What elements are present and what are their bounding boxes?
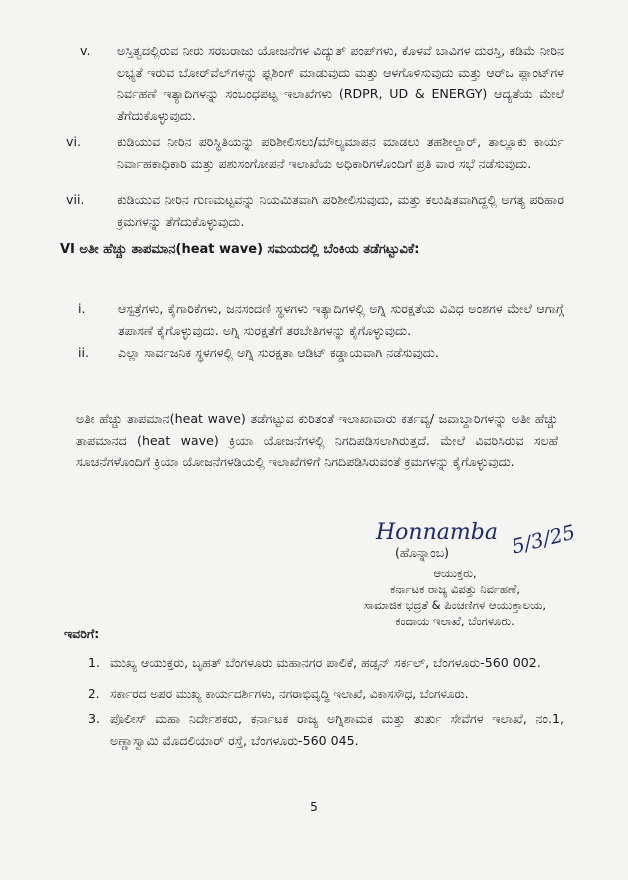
- section-heading: VI ಅತೀ ಹೆಚ್ಚು ತಾಪಮಾನ(heat wave) ಸಮಯದಲ್ಲಿ ಬೆಂಕಿಯ ತಡೆಗಟ್ಟುವಿಕೆ:: [60, 242, 420, 257]
- list-marker: vii.: [66, 192, 85, 207]
- list-item: [88, 708, 564, 774]
- signatory-line: ಸಾಮಾಜಿಕ ಭದ್ರತೆ & ಪಿಂಚಣಿಗಳ ಆಯುಕ್ತಾಲಯ,: [363, 598, 547, 612]
- list-item-text: ಮುಖ್ಯ ಆಯುಕ್ತರು, ಬೃಹತ್ ಬೆಂಗಳೂರು ಮಹಾನಗರ ಪಾಲಿಕೆ, ಹಡ್ಸನ್ ಸರ್ಕಲ್, ಬೆಂಗಳೂರು-560 002.: [110, 655, 541, 670]
- signatory-block: [340, 565, 570, 629]
- list-marker: 1.: [88, 655, 101, 670]
- list-item: [66, 131, 564, 195]
- signatory-name: (ಹೊನ್ನಾಂಬ): [395, 545, 449, 560]
- list-marker: ii.: [78, 345, 90, 360]
- list-item: [78, 342, 564, 386]
- signatory-designation: ಆಯುಕ್ತರು,: [433, 566, 477, 580]
- list-item-text: ಕುಡಿಯುವ ನೀರಿನ ಪರಿಸ್ಥಿತಿಯನ್ನು ಪರಿಶೀಲಿಸಲು/ಮೌಲ್ಯಮಾಪನ ಮಾಡಲು ತಹಶೀಲ್ದಾರ್, ತಾಲ್ಲೂಕು ಕಾರ್ಯ ನಿರ್ವಾಹಕಾಧಿಕಾರಿ ಮತ್ತು ಪಶುಸಂಗೋಪನೆ ಇಲಾಖೆಯ ಅಧಿಕಾರಿಗಳೊಂದಿಗೆ ಪ್ರತಿ ವಾರ ಸಭೆ ನಡೆಸುವುದು.: [117, 134, 564, 171]
- list-item: [66, 189, 564, 233]
- list-item-text: ಅಸ್ತಿತ್ವದಲ್ಲಿರುವ ನೀರು ಸರಬರಾಜು ಯೋಜನೆಗಳ ವಿದ್ಯುತ್ ಪಂಪ್‌ಗಳು, ಕೊಳವೆ ಬಾವಿಗಳ ದುರಸ್ತಿ, ಕಡಿಮೆ ನೀರಿನ ಲಭ್ಯತೆ ಇರುವ ಬೋರ್‌ವೆಲ್‌ಗಳನ್ನು ಫ್ಲಶಿಂಗ್ ಮಾಡುವುದು ಮತ್ತು ಆಳಗೊಳಿಸುವುದು ಮತ್ತು ಆರ್‌ಒ ಪ್ಲಾಂಟ್‌ಗಳ ನಿರ್ವಹಣೆ ಇತ್ಯಾದಿಗಳನ್ನು ಸಂಬಂಧಪಟ್ಟ ಇಲಾಖೆಗಳು (RDPR, UD & ENERGY) ಆದ್ಯತೆಯ ಮೇಲೆ ತೆಗೆದುಕೊಳ್ಳುವುದು.: [117, 43, 564, 123]
- list-item-text: ಸರ್ಕಾರದ ಅಪರ ಮುಖ್ಯ ಕಾರ್ಯದರ್ಶಿಗಳು, ನಗರಾಭಿವೃದ್ಧಿ ಇಲಾಖೆ, ವಿಕಾಸಸೌಧ, ಬೆಂಗಳೂರು.: [110, 687, 469, 701]
- list-marker: vi.: [66, 134, 81, 149]
- list-marker: 3.: [88, 711, 101, 726]
- list-item: [88, 684, 564, 706]
- page-number: 5: [310, 800, 318, 814]
- list-marker: v.: [80, 43, 91, 58]
- signatory-line: ಕಂದಾಯ ಇಲಾಖೆ, ಬೆಂಗಳೂರು.: [395, 614, 515, 628]
- list-item-text: ಪೊಲೀಸ್ ಮಹಾ ನಿರ್ದೇಶಕರು, ಕರ್ನಾಟಕ ರಾಜ್ಯ ಅಗ್ನಿಶಾಮಕ ಮತ್ತು ತುರ್ತು ಸೇವೆಗಳ ಇಲಾಖೆ, ನಂ.1, ಅಣ್ಣಾಸ್ವಾಮಿ ಮೊದಲಿಯಾರ್ ರಸ್ತೆ, ಬೆಂಗಳೂರು-560 045.: [110, 711, 564, 748]
- list-marker: 2.: [88, 687, 100, 701]
- list-item-text: ಎಲ್ಲಾ ಸಾರ್ವಜನಿಕ ಸ್ಥಳಗಳಲ್ಲಿ ಅಗ್ನಿ ಸುರಕ್ಷತಾ ಆಡಿಟ್ ಕಡ್ಡಾಯವಾಗಿ ನಡೆಸುವುದು.: [118, 345, 439, 360]
- list-item: [80, 40, 564, 130]
- list-item-text: ಆಸ್ಪತ್ರೆಗಳು, ಕೈಗಾರಿಕೆಗಳು, ಜನಸಂದಣಿ ಸ್ಥಳಗಳು ಇತ್ಯಾದಿಗಳಲ್ಲಿ ಅಗ್ನಿ ಸುರಕ್ಷತೆಯ ವಿವಿಧ ಅಂಶಗಳ ಮೇಲೆ ಆಗಾಗ್ಗೆ ತಪಾಸಣೆ ಕೈಗೊಳ್ಳುವುದು. ಅಗ್ನಿ ಸುರಕ್ಷತೆಗೆ ತರಬೇತಿಗಳನ್ನು ಕೈಗೊಳ್ಳುವುದು.: [118, 301, 564, 338]
- signature-date-text: 5/3/25: [509, 519, 578, 559]
- signatory-line: ಕರ್ನಾಟಕ ರಾಜ್ಯ ವಿಪತ್ತು ನಿರ್ವಹಣೆ,: [390, 582, 520, 596]
- recipients-heading: ಇವರಿಗೆ:: [64, 626, 100, 641]
- list-marker: i.: [78, 301, 86, 316]
- list-item-text: ಕುಡಿಯುವ ನೀರಿನ ಗುಣಮಟ್ಟವನ್ನು ನಿಯಮಿತವಾಗಿ ಪರಿಶೀಲಿಸುವುದು, ಮತ್ತು ಕಲುಷಿತವಾಗಿದ್ದಲ್ಲಿ ಅಗತ್ಯ ಪರಿಹಾರ ಕ್ರಮಗಳನ್ನು ತೆಗೆದುಕೊಳ್ಳುವುದು.: [117, 192, 564, 229]
- signature-name-text: Honnamba: [376, 520, 498, 545]
- closing-paragraph: ಅತೀ ಹೆಚ್ಚು ತಾಪಮಾನ(heat wave) ತಡೆಗಟ್ಟುವ ಕುರಿತಂತೆ ಇಲಾಖಾವಾರು ಕರ್ತವ್ಯ/ ಜವಾಬ್ದಾರಿಗಳನ್ನು ಅತೀ ಹೆಚ್ಚು ತಾಪಮಾನದ (heat wave) ಕ್ರಿಯಾ ಯೋಜನೆಗಳಲ್ಲಿ ನಿಗದಿಪಡಿಸಲಾಗಿರುತ್ತದೆ. ಮೇಲೆ ವಿವರಿಸಿರುವ ಸಲಹೆ ಸೂಚನೆಗಳೊಂದಿಗೆ ಕ್ರಿಯಾ ಯೋಜನೆಗಳಡಿಯಲ್ಲಿ ಇಲಾಖೆಗಳಿಗೆ ನಿಗದಿಪಡಿಸಿರುವಂತೆ ಕ್ರಮಗಳನ್ನು ಕೈಗೊಳ್ಳುವುದು.: [76, 411, 558, 469]
